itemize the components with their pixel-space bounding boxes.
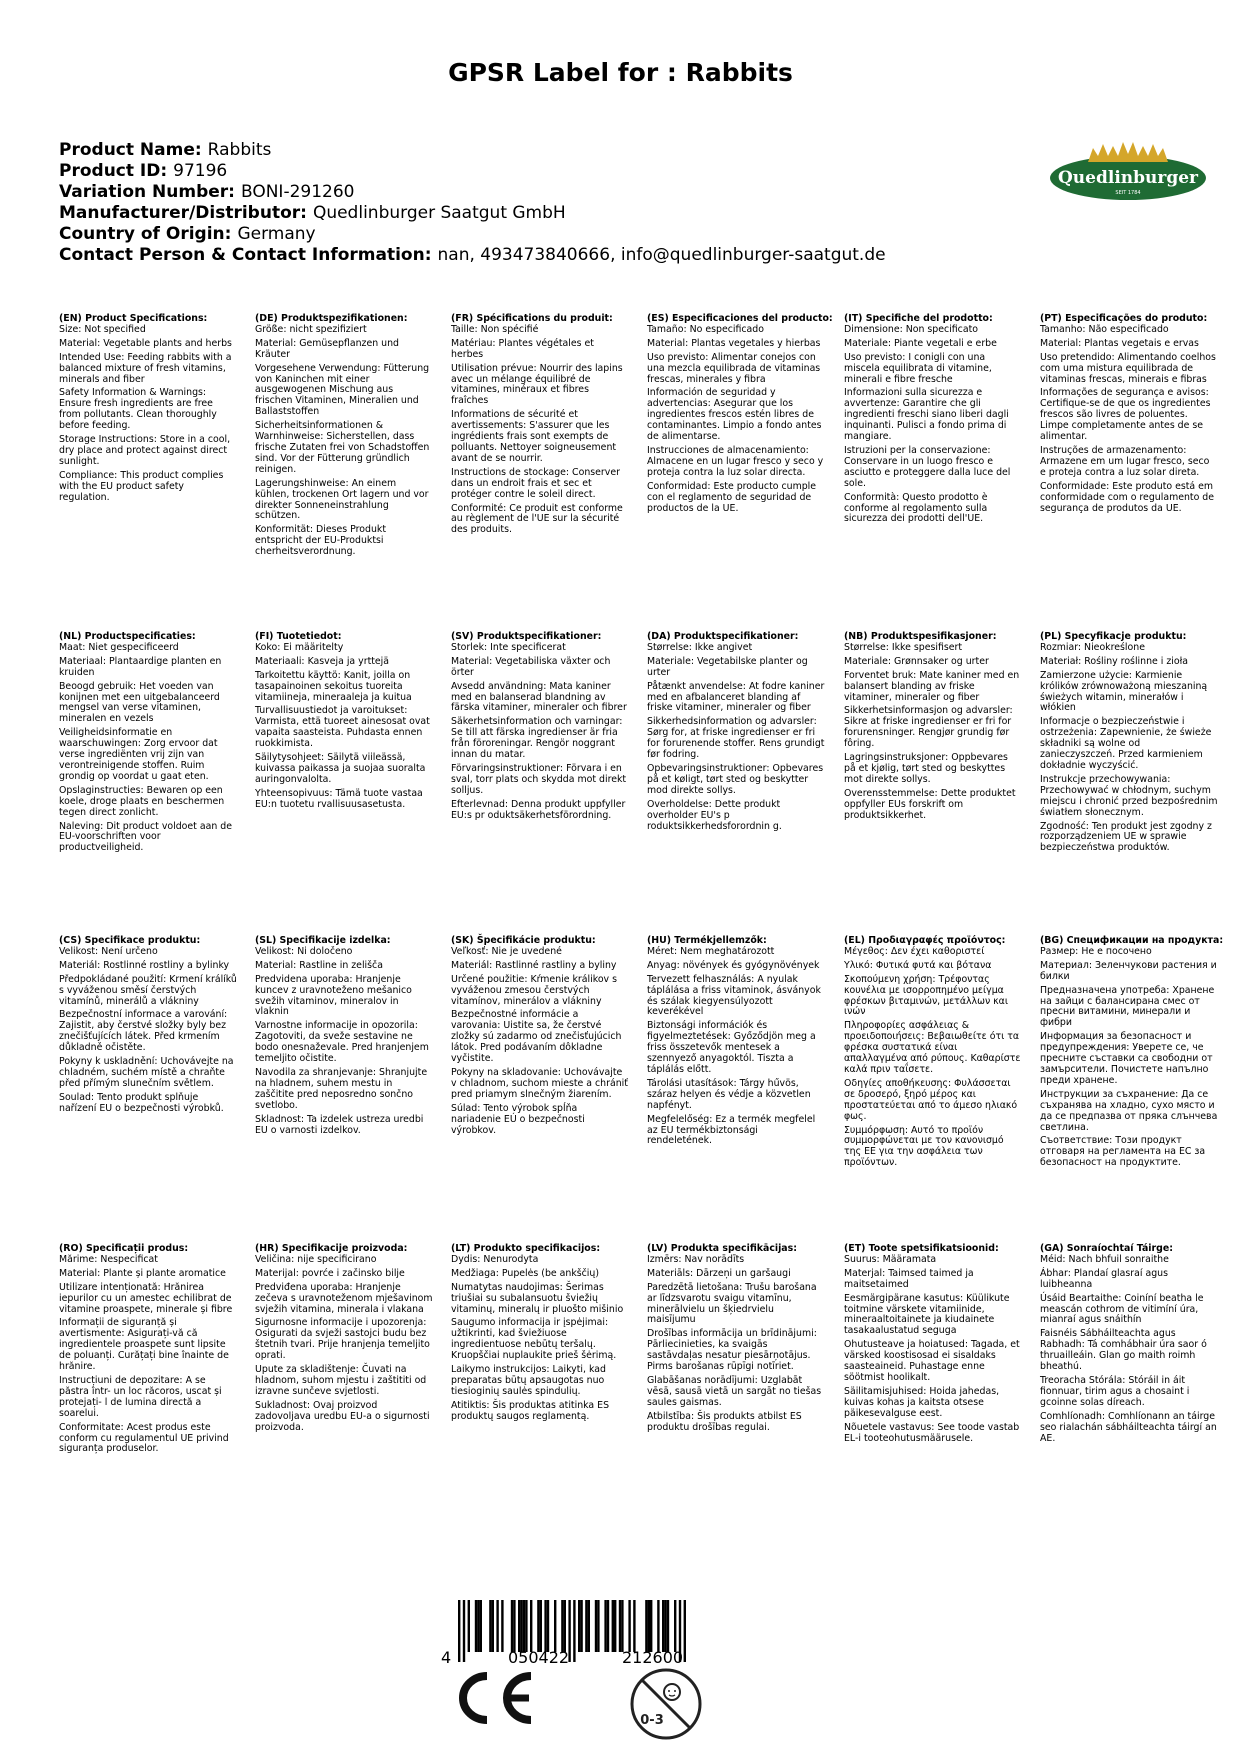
barcode-bar [664, 1600, 666, 1652]
spec-item: Material: Plantas vegetais e ervas [1040, 337, 1199, 349]
spec-item: Material: Vegetable plants and herbs [59, 337, 232, 349]
product-info-label: Contact Person & Contact Information: [59, 245, 432, 265]
barcode-bar [662, 1600, 664, 1652]
spec-block [451, 314, 629, 539]
barcode-bar [544, 1600, 546, 1652]
product-info-value: nan, 493473840666, info@quedlinburger-saatgut.de [437, 245, 886, 265]
spec-item: Σκοπούμενη χρήση: Τρέφοντας κουνέλια με ισορροπημένο μείγμα φρέσκων βιταμινών, μετάλλων και ινών [844, 973, 1009, 1018]
spec-item: Storage Instructions: Store in a cool, dry place and protect against direct sunlight. [59, 434, 231, 467]
spec-item: Compliance: This product complies with the EU product safety regulation. [59, 469, 224, 503]
spec-item: Naleving: Dit product voldoet aan de EU-voorschriften voor productveiligheid. [59, 820, 232, 854]
spec-item: Materjal: Taimsed taimed ja maitsetaimed [844, 1267, 974, 1290]
spec-item: Taille: Non spécifié [451, 323, 539, 335]
spec-item: Opbevaringsinstruktioner: Opbevares på et køligt, tørt sted og beskytter mod direkte sollys. [647, 762, 824, 796]
spec-block [59, 314, 237, 507]
product-info-label: Product ID: [59, 161, 168, 181]
product-info-value: BONI-291260 [240, 182, 355, 202]
spec-block [844, 936, 1022, 1172]
product-info-value: Quedlinburger Saatgut GmbH [312, 203, 566, 223]
spec-block [255, 1244, 433, 1437]
page-title: GPSR Label for : Rabbits [448, 58, 793, 87]
spec-item: Uso previsto: Alimentar conejos con una mezcla equilibrada de vitaminas frescas, minerales y fibra [647, 351, 821, 385]
barcode-bar [667, 1600, 669, 1652]
spec-item: Säkerhetsinformation och varningar: Se till att färska ingredienser är fria från föroreningar. Rengör noggrant innan du matar. [451, 716, 623, 761]
spec-item: Materiale: Vegetabilske planter og urter [647, 655, 808, 678]
barcode-bar [645, 1600, 647, 1652]
spec-heading: (FI) Tuotetiedot: [255, 631, 342, 642]
spec-item: Upute za skladištenje: Čuvati na hladnom, suhom mjestu i zaštititi od izravne sunčeve svjetlosti. [255, 1364, 427, 1397]
spec-item: Konformität: Dieses Produkt entspricht der EU-Produktsi cherheitsverordnung. [255, 524, 387, 558]
barcode-bar [564, 1600, 566, 1652]
spec-item: Tervezett felhasználás: A nyulak táplálása a friss vitaminok, ásványok és szálak kiegyensúlyozott keverékével [647, 973, 821, 1018]
product-info [59, 140, 886, 266]
spec-heading: (EL) Προδιαγραφές προϊόντος: [844, 935, 1006, 946]
spec-item: Skladnost: Ta izdelek ustreza uredbi EU o varnosti izdelkov. [255, 1113, 424, 1136]
spec-item: Eesmärgipärane kasutus: Küülikute toitmine värskete vitamiinide, mineraaltoitainete ja kiudainete tasakaalustatud seguga [844, 1292, 1010, 1337]
spec-item: Saugumo informacija ir įspėjimai: užtikrinti, kad šviežiuose ingredientuose nebūtų teršalų. Kruopščiai nuplaukite prieš šėrimą. [451, 1317, 617, 1362]
spec-item: Instrukcje przechowywania: Przechowywać w chłodnym, suchym miejscu i chronić przed bezpośrednim światłem słonecznym. [1040, 773, 1218, 818]
spec-item: Utilisation prévue: Nourrir des lapins avec un mélange équilibré de vitamines, minéraux et fibres fraîches [451, 362, 623, 407]
spec-item: Megfelelőség: Ez a termék megfelel az EU termékbiztonsági rendeletének. [647, 1113, 816, 1147]
product-info-row [59, 224, 886, 245]
spec-block [255, 936, 433, 1139]
barcode-bar [492, 1600, 494, 1652]
spec-item: Atbilstība: Šis produkts atbilst ES produktu drošības regulai. [647, 1410, 802, 1433]
spec-item: Opslaginstructies: Bewaren op een koele, droge plaats en beschermen tegen direct zonlicht. [59, 784, 225, 818]
ce-mark-icon [457, 1670, 535, 1726]
spec-item: Bezpečnostní informace a varování: Zajistit, aby čerstvé složky byly bez znečišťujících látek. Před krmením důkladně očistěte. [59, 1009, 228, 1054]
spec-heading: (LT) Produkto specifikacijos: [451, 1243, 601, 1254]
barcode-bar [468, 1600, 470, 1652]
spec-item: Μέγεθος: Δεν έχει καθοριστεί [844, 945, 985, 957]
spec-item: Informații de siguranță și avertismente: Asigurați-vă că ingredientele proaspete sunt lipsite de poluanți. Curățați bine înainte de hrănire. [59, 1317, 229, 1373]
spec-item: Säilitamisjuhised: Hoida jahedas, kuivas kohas ja kaitsta otsese päikesevalguse eest. [844, 1385, 1000, 1419]
barcode-bar [489, 1600, 491, 1652]
product-info-row [59, 245, 886, 266]
spec-item: Tarkoitettu käyttö: Kanit, joilla on tasapainoinen sekoitus tuoreita vitamiineja, mineraaleja ja kuitua [255, 669, 412, 703]
spec-item: Sikkerhedsinformation og advarsler: Sørg for, at friske ingredienser er fri for forurenende stoffer. Rens grundigt før fodring. [647, 716, 825, 761]
spec-item: Tamaño: No especificado [647, 323, 764, 335]
spec-item: Informações de segurança e avisos: Certifique-se de que os ingredientes frescos são livres de poluentes. Limpe completamente antes de se alimentar. [1040, 387, 1211, 443]
spec-heading: (LV) Produkta specifikācijas: [647, 1243, 797, 1254]
quedlinburger-logo [1048, 140, 1208, 202]
product-info-label: Product Name: [59, 140, 202, 160]
spec-item: Rozmiar: Nieokreślone [1040, 641, 1145, 653]
barcode-bar [518, 1600, 520, 1652]
barcode-bar [595, 1600, 597, 1652]
spec-heading: (NB) Produktspesifikasjoner: [844, 631, 997, 642]
spec-item: Pokyny na skladovanie: Uchovávajte v chladnom, suchom mieste a chrániť pred priamym slnečným žiarením. [451, 1066, 628, 1100]
spec-item: Velikost: Není určeno [59, 945, 158, 957]
spec-item: Zamierzone użycie: Karmienie królików zrównoważoną mieszaniną świeżych witamin, minerałów i włókien [1040, 669, 1208, 714]
barcode-bar [657, 1600, 659, 1652]
spec-item: Safety Information & Warnings: Ensure fresh ingredients are free from pollutants. Clean thoroughly before feeding. [59, 387, 217, 432]
spec-item: Conformità: Questo prodotto è conforme al regolamento sulla sicurezza dei prodotti dell'UE. [844, 491, 988, 525]
barcode-bar [684, 1600, 686, 1662]
spec-item: Storlek: Inte specificerat [451, 641, 566, 653]
barcode-bar [501, 1600, 503, 1652]
barcode-bar [648, 1600, 650, 1652]
age-warning-icon [628, 1666, 704, 1742]
spec-item: Yhteensopivuus: Tämä tuote vastaa EU:n tuotetu rvallisuusasetusta. [255, 787, 423, 810]
spec-item: Paredzētā lietošana: Trušu barošana ar līdzsvarotu svaigu vitamīnu, minerālvielu un šķiedrvielu maisījumu [647, 1281, 817, 1326]
spec-heading: (HR) Specifikacije proizvoda: [255, 1243, 408, 1254]
spec-item: Conformité: Ce produit est conforme au règlement de l'UE sur la sécurité des produits. [451, 502, 623, 536]
barcode-bar [525, 1600, 527, 1652]
spec-block [844, 314, 1022, 528]
logo-sub: SEIT 1784 [1115, 190, 1141, 196]
spec-item: Sukladnost: Ovaj proizvod zadovoljava uredbu EU-a o sigurnosti proizvoda. [255, 1399, 430, 1433]
spec-block [1040, 1244, 1218, 1447]
spec-heading: (SV) Produktspecifikationer: [451, 631, 602, 642]
barcode-bar [496, 1600, 498, 1652]
spec-item: Suurus: Määramata [844, 1253, 937, 1265]
barcode-bar [523, 1600, 525, 1652]
spec-item: Påtænkt anvendelse: At fodre kaniner med en afbalanceret blanding af friske vitaminer, mineraler og fiber [647, 680, 825, 714]
spec-item: Koko: Ei määritelty [255, 641, 344, 653]
spec-item: Bezpečnostné informácie a varovania: Uistite sa, že čerstvé zložky sú zadarmo od znečisťujúcich látok. Pred podávaním dôkladne vyčistite. [451, 1009, 622, 1065]
spec-block [255, 314, 433, 561]
spec-item: Forventet bruk: Mate kaniner med en balansert blanding av friske vitaminer, mineraler og fiber [844, 669, 1020, 703]
barcode-bar [621, 1600, 623, 1652]
spec-block [647, 313, 833, 517]
spec-item: Predviđena uporaba: Hranjenje zečeva s uravnoteženom mješavinom svježih vitamina, minerala i vlakana [255, 1281, 433, 1315]
spec-item: Материал: Зеленчукови растения и билки [1040, 959, 1217, 982]
spec-item: Dimensione: Non specificato [844, 323, 978, 335]
spec-item: Größe: nicht spezifiziert [255, 323, 367, 335]
barcode-bar [547, 1600, 549, 1652]
spec-item: Ohutusteave ja hoiatused: Tagada, et värsked koostisosad ei sisaldaks saasteaineid. Puhastage enne söötmist hoolikalt. [844, 1339, 1020, 1383]
spec-item: Efterlevnad: Denna produkt uppfyller EU:s pr oduktsäkerhetsförordning. [451, 798, 626, 821]
spec-item: Información de seguridad y advertencias: Asegurar que los ingredientes frescos estén libres de contaminantes. Limpio a fondo antes de alimentarse. [647, 387, 822, 443]
spec-item: Sicherheitsinformationen & Warnhinweise: Sicherstellen, dass frische Zutaten frei von Schadstoffen sind. Vor der Fütterung gründlich reinigen. [255, 420, 430, 475]
product-info-row [59, 182, 886, 203]
spec-item: Informations de sécurité et avertissements: S'assurer que les ingrédients frais sont exempts de polluants. Nettoyer soigneusement avant de se nourrir. [451, 409, 617, 464]
spec-item: Инструкции за съхранение: Да се съхранява на хладно, сухо място и да се предпазва от пряка слънчева светлина. [1040, 1088, 1218, 1133]
spec-item: Instructions de stockage: Conserver dans un endroit frais et sec et protéger contre le soleil direct. [451, 466, 620, 500]
barcode-bar [480, 1600, 482, 1652]
spec-heading: (NL) Productspecificaties: [59, 631, 196, 642]
spec-block [647, 1244, 825, 1437]
spec-item: Uso pretendido: Alimentando coelhos com uma mistura equilibrada de vitaminas frescas, minerais e fibras [1040, 351, 1216, 385]
spec-item: Sigurnosne informacije i upozorenja: Osigurati da svježi sastojci budu bez štetnih tvari. Prije hranjenja temeljito oprati. [255, 1317, 430, 1362]
spec-item: Predvidena uporaba: Hranjenje kuncev z uravnoteženo mešanico svežih vitaminov, mineralov in vlaknin [255, 973, 412, 1018]
spec-item: Laikymo instrukcijos: Laikyti, kad preparatas būtų apsaugotas nuo tiesioginių saulės spindulių. [451, 1364, 606, 1397]
spec-item: Størrelse: Ikke spesifisert [844, 641, 963, 653]
spec-item: Atitiktis: Šis produktas atitinka ES produktų saugos reglamentą. [451, 1399, 610, 1422]
spec-heading: (HU) Termékjellemzők: [647, 935, 767, 946]
barcode-bar [633, 1600, 635, 1652]
spec-item: Comhlíonadh: Comhlíonann an táirge seo rialachán sábháilteachta táirgí an AE. [1040, 1410, 1217, 1444]
spec-item: Turvallisuustiedot ja varoitukset: Varmista, että tuoreet ainesosat ovat vapaita saasteista. Puhdasta ennen ruokkimista. [255, 705, 430, 750]
barcode-bar [614, 1600, 616, 1652]
spec-item: Biztonsági információk és figyelmeztetések: Győződjön meg a friss összetevők mentesek a szennyező anyagoktól. Tiszta a táplálás előtt. [647, 1020, 816, 1075]
spec-item: Materiaali: Kasveja ja yrttejä [255, 655, 390, 667]
product-info-value: Rabbits [207, 140, 272, 160]
spec-block [647, 632, 825, 835]
spec-item: Vorgesehene Verwendung: Fütterung von Kaninchen mit einer ausgewogenen Mischung aus frischen Vitaminen, Mineralien und Ballaststoffen [255, 362, 430, 418]
spec-block [59, 1244, 237, 1458]
barcode-bar [477, 1600, 479, 1652]
barcode-bar [537, 1600, 539, 1652]
product-info-label: Variation Number: [59, 182, 235, 202]
spec-block [647, 936, 825, 1150]
spec-heading: (FR) Spécifications du produit: [451, 313, 613, 324]
spec-heading: (SL) Specifikacije izdelka: [255, 935, 391, 946]
barcode-bar [650, 1600, 652, 1652]
product-info-label: Country of Origin: [59, 224, 232, 244]
spec-block [451, 1244, 629, 1426]
spec-heading: (CS) Specifikace produktu: [59, 935, 201, 946]
barcode-bar [619, 1600, 621, 1652]
logo-text: Quedlinburger [1057, 168, 1199, 188]
spec-block [255, 632, 433, 814]
spec-item: Utilizare intenționată: Hrănirea iepurilor cu un amestec echilibrat de vitamine proaspete, minerale și fibre [59, 1281, 233, 1315]
spec-heading: (RO) Specificații produs: [59, 1243, 189, 1254]
barcode-bar [463, 1600, 465, 1662]
spec-item: Instrucțiuni de depozitare: A se păstra într- un loc răcoros, uscat și protejați- l de lumina directă a soarelui. [59, 1374, 222, 1419]
spec-item: Matériau: Plantes végétales et herbes [451, 337, 594, 360]
spec-item: Lagringsinstruksjoner: Oppbevares på et kjølig, tørt sted og beskyttes mot direkte sollys. [844, 752, 1008, 785]
spec-item: Informacje o bezpieczeństwie i ostrzeżenia: Zapewnienie, że świeże składniki są wolne od zanieczyszczeń. Przed karmieniem dokładnie wyczyścić. [1040, 716, 1212, 771]
barcode-bar [578, 1600, 580, 1652]
spec-item: Materijal: povrće i začinsko bilje [255, 1267, 405, 1279]
barcode-bar [520, 1600, 522, 1652]
spec-item: Conformidad: Este producto cumple con el reglamento de seguridad de productos de la UE. [647, 480, 817, 514]
spec-item: Materiale: Piante vegetali e erbe [844, 337, 997, 349]
spec-item: Treoracha Stórála: Stóráil in áit fionnuar, tirim agus a chosaint i gcoinne solas díreach. [1040, 1374, 1190, 1408]
barcode-digits-mid: 050422 [508, 1648, 570, 1667]
spec-item: Οδηγίες αποθήκευσης: Φυλάσσεται σε δροσερό, ξηρό μέρος και προστατεύεται από το άμεσο ηλιακό φως. [844, 1077, 1018, 1122]
spec-heading: (GA) Sonraíochtaí Táirge: [1040, 1243, 1173, 1254]
spec-item: Conformidade: Este produto está em conformidade com o regulamento de segurança de produtos da UE. [1040, 480, 1215, 514]
barcode-bar [612, 1600, 614, 1652]
spec-heading: (SK) Špecifikácie produktu: [451, 935, 596, 946]
spec-item: Navodila za shranjevanje: Shranjujte na hladnem, suhem mestu in zaščitite pred neposredno sončno svetlobo. [255, 1066, 428, 1111]
barcode-bar [604, 1600, 606, 1652]
barcode-bar [475, 1600, 477, 1652]
spec-item: Materiale: Grønnsaker og urter [844, 655, 989, 667]
spec-block [451, 632, 629, 825]
spec-item: Instruções de armazenamento: Armazene em um lugar fresco, seco e proteja contra a luz solar direta. [1040, 444, 1210, 478]
spec-item: Izmērs: Nav norādīts [647, 1253, 745, 1265]
spec-block [59, 632, 237, 857]
spec-item: Предназначена употреба: Хранене на зайци с балансирана смес от пресни витамини, минерали и фибри [1040, 984, 1215, 1029]
spec-item: Υλικό: Φυτικά φυτά και βότανα [844, 959, 992, 971]
product-info-value: 97196 [173, 161, 228, 181]
spec-heading: (ES) Especificaciones del producto: [647, 313, 833, 324]
spec-item: Méid: Nach bhfuil sonraithe [1040, 1253, 1169, 1265]
spec-item: Veiligheidsinformatie en waarschuwingen: Zorg ervoor dat verse ingrediënten vrij zijn van verontreinigende stoffen. Ruim grondig op voordat u gaat eten. [59, 727, 218, 782]
spec-item: Veľkosť: Nie je uvedené [451, 945, 562, 957]
spec-item: Varnostne informacije in opozorila: Zagotoviti, da sveže sestavine ne bodo onesnaževale. Pred hranjenjem temeljito očistite. [255, 1020, 429, 1065]
spec-block [844, 1244, 1022, 1447]
barcode-bar [585, 1600, 587, 1652]
spec-item: Glabāšanas norādījumi: Uzglabāt vēsā, sausā vietā un sargāt no tiešas saules gaismas. [647, 1374, 822, 1408]
spec-item: Информация за безопасност и предупреждения: Уверете се, че пресните съставки са свободни от замърсители. Почистете напълно преди хранене. [1040, 1031, 1213, 1086]
spec-item: Materiál: Rastlinné rastliny a byliny [451, 959, 617, 971]
spec-item: Beoogd gebruik: Het voeden van konijnen met een uitgebalanceerd mengsel van verse vitaminen, mineralen en vezels [59, 680, 220, 725]
spec-item: Πληροφορίες ασφάλειας & προειδοποιήσεις: Βεβαιωθείτε ότι τα φρέσκα συστατικά είναι απαλλαγμένα από ρύπους. Καθαρίστε καλά πριν ταΐσετε. [844, 1020, 1021, 1075]
spec-block [59, 936, 237, 1118]
spec-item: Materiał: Rośliny roślinne i zioła [1040, 655, 1189, 667]
spec-item: Velikost: Ni določeno [255, 945, 353, 957]
barcode-bar [511, 1600, 513, 1652]
spec-item: Súlad: Tento výrobok spĺňa nariadenie EÚ o bezpečnosti výrobkov. [451, 1102, 585, 1136]
spec-item: Předpokládané použití: Krmení králíků s vyváženou směsí čerstvých vitamínů, minerálů a vlákniny [59, 973, 237, 1007]
spec-item: Materiāls: Dārzeņi un garšaugi [647, 1267, 791, 1279]
spec-item: Intended Use: Feeding rabbits with a balanced mixture of fresh vitamins, minerals and fiber [59, 351, 232, 385]
spec-item: Tamanho: Não especificado [1040, 323, 1169, 335]
product-info-label: Manufacturer/Distributor: [59, 203, 307, 223]
barcode-bar [540, 1600, 542, 1652]
spec-item: Συμμόρφωση: Αυτό το προϊόν συμμορφώνεται με τον κανονισμό της ΕΕ για την ασφάλεια των προϊόντων. [844, 1124, 1004, 1169]
spec-block [1040, 314, 1218, 517]
spec-item: Drošības informācija un brīdinājumi: Pārliecinieties, ka svaigās sastāvdaļas nesatur piesārņotājus. Pirms barošanas rūpīgi notīriet. [647, 1328, 817, 1373]
age-label: 0-3 [640, 1713, 664, 1728]
barcode-bar [573, 1600, 575, 1662]
spec-item: Conformitate: Acest produs este conform cu regulamentul UE privind siguranța produselor. [59, 1421, 229, 1455]
spec-item: Istruzioni per la conservazione: Conservare in un luogo fresco e asciutto e proteggere dalla luce del sole. [844, 444, 1011, 489]
spec-item: Mărime: Nespecificat [59, 1253, 158, 1265]
spec-item: Overholdelse: Dette produkt overholder EU's p roduktsikkerhedsforordnin g. [647, 798, 782, 832]
spec-item: Materiál: Rostlinné rostliny a bylinky [59, 959, 230, 971]
barcode-bar [580, 1600, 582, 1652]
spec-heading: (IT) Specifiche del prodotto: [844, 313, 993, 324]
spec-item: Úsáid Beartaithe: Coiníní beatha le meascán cothrom de vitimíní úra, mianraí agus snáithín [1040, 1292, 1204, 1326]
spec-item: Съответствие: Този продукт отговаря на регламента на ЕС за безопасност на продуктите. [1040, 1135, 1206, 1169]
product-info-row [59, 140, 886, 161]
spec-item: Numatytas naudojimas: Šerimas triušiai su subalansuotu šviežių vitaminų, mineralų ir pluošto mišinio [451, 1281, 624, 1315]
barcode-bar [628, 1600, 630, 1652]
spec-block [844, 632, 1022, 825]
spec-item: Material: Rastline in zelišča [255, 959, 383, 971]
barcode-bar [554, 1600, 556, 1652]
spec-block [1040, 935, 1224, 1172]
spec-item: Pokyny k uskladnění: Uchovávejte na chladném, suchém místě a chraňte před přímým slunečním světlem. [59, 1056, 234, 1089]
spec-item: Nõuetele vastavus: See toode vastab EL-i tooteohutusmäärusele. [844, 1421, 1020, 1444]
spec-item: Size: Not specified [59, 323, 146, 335]
spec-item: Veličina: nije specificirano [255, 1253, 377, 1265]
barcode-bar [458, 1600, 460, 1662]
spec-heading: (BG) Спецификации на продукта: [1040, 935, 1224, 946]
spec-heading: (PL) Specyfikacje produktu: [1040, 631, 1187, 642]
spec-item: Størrelse: Ikke angivet [647, 641, 753, 653]
spec-item: Určené použitie: Kŕmenie králikov s vyváženou zmesou čerstvých vitamínov, minerálov a vlákniny [451, 973, 617, 1007]
spec-item: Material: Plante și plante aromatice [59, 1267, 226, 1279]
product-info-row [59, 203, 886, 224]
spec-item: Méret: Nem meghatározott [647, 945, 775, 957]
spec-item: Materiaal: Plantaardige planten en kruiden [59, 655, 222, 678]
barcode-bar [588, 1600, 590, 1652]
spec-heading: (DA) Produktspecifikationer: [647, 631, 799, 642]
barcode-digits-left: 4 [441, 1648, 452, 1667]
spec-heading: (ET) Toote spetsifikatsioonid: [844, 1243, 999, 1254]
spec-item: Medžiaga: Pupelės (be ankščių) [451, 1267, 600, 1279]
spec-item: Material: Vegetabiliska växter och örter [451, 655, 611, 678]
spec-block [451, 936, 629, 1139]
spec-item: Avsedd användning: Mata kaniner med en balanserad blandning av färska vitaminer, mineraler och fibrer [451, 680, 627, 714]
spec-item: Soulad: Tento produkt splňuje nařízení EU o bezpečnosti výrobků. [59, 1091, 224, 1114]
spec-item: Uso previsto: I conigli con una miscela equilibrata di vitamine, minerali e fibre fresche [844, 351, 992, 385]
barcode-digits-right: 212600 [622, 1648, 684, 1667]
spec-item: Overensstemmelse: Dette produktet oppfyller EUs forskrift om produktsikkerhet. [844, 787, 1016, 821]
barcode-bar [513, 1600, 515, 1652]
product-info-value: Germany [237, 224, 316, 244]
spec-item: Faisnéis Sábháilteachta agus Rabhadh: Tá comhábhair úra saor ó thruailleáin. Glan go maith roimh bheathú. [1040, 1328, 1207, 1373]
spec-item: Säilytysohjeet: Säilytä viileässä, kuivassa paikassa ja suojaa suoralta auringonvalolta. [255, 752, 426, 785]
product-info-row [59, 161, 886, 182]
spec-item: Material: Plantas vegetales y hierbas [647, 337, 821, 349]
spec-item: Tárolási utasítások: Tárgy hűvös, száraz helyen és védje a közvetlen napfényt. [647, 1077, 811, 1111]
barcode-bar [561, 1600, 563, 1652]
spec-item: Informazioni sulla sicurezza e avvertenze: Garantire che gli ingredienti freschi siano liberi dagli inquinanti. Pulisci a fondo prima di mangiare. [844, 387, 1009, 443]
spec-item: Anyag: növények és gyógynövények [647, 959, 820, 971]
spec-item: Förvaringsinstruktioner: Förvara i en sval, torr plats och skydda mot direkt solljus. [451, 762, 627, 796]
spec-item: Instrucciones de almacenamiento: Almacene en un lugar fresco y seco y proteja contra la luz solar directa. [647, 444, 824, 478]
spec-item: Ábhar: Plandaí glasraí agus luibheanna [1040, 1267, 1168, 1290]
barcode-bar [607, 1600, 609, 1652]
spec-item: Sikkerhetsinformasjon og advarsler: Sikre at friske ingredienser er fri for forurensninger. Rengjør grundig før fôring. [844, 705, 1013, 750]
barcode-bar [530, 1600, 532, 1652]
barcode-bar [674, 1600, 676, 1652]
spec-item: Dydis: Nenurodyta [451, 1253, 539, 1265]
spec-heading: (EN) Product Specifications: [59, 313, 208, 324]
spec-item: Lagerungshinweise: An einem kühlen, trockenen Ort lagern und vor direkter Sonneneinstrahlung schützen. [255, 477, 429, 522]
spec-item: Zgodność: Ten produkt jest zgodny z rozporządzeniem UE w sprawie bezpieczeństwa produktów. [1040, 820, 1212, 854]
spec-block [1040, 632, 1218, 857]
spec-heading: (PT) Especificações do produto: [1040, 313, 1208, 324]
spec-item: Material: Gemüsepflanzen und Kräuter [255, 337, 399, 360]
spec-item: Maat: Niet gespecificeerd [59, 641, 179, 653]
spec-item: Размер: Не е посочено [1040, 945, 1152, 957]
barcode-bar [597, 1600, 599, 1652]
spec-heading: (DE) Produktspezifikationen: [255, 313, 408, 324]
